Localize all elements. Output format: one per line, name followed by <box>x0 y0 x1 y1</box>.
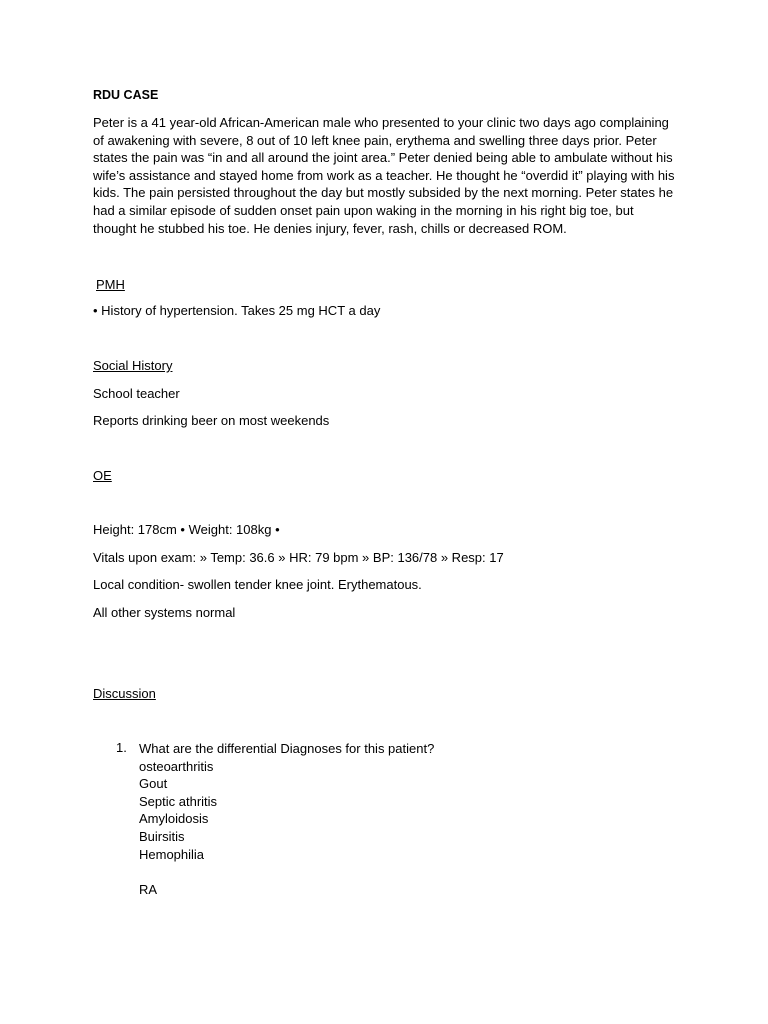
oe-local-condition: Local condition- swollen tender knee joint. Erythematous. <box>93 577 422 592</box>
answer-item: Amyloidosis <box>139 811 209 827</box>
oe-heading: OE <box>93 468 112 483</box>
question-block <box>139 740 434 898</box>
answer-item: Septic athritis <box>139 793 218 809</box>
answer-item: RA <box>139 881 158 897</box>
question-text: What are the differential Diagnoses for this patient? <box>139 741 435 756</box>
oe-measurements: Height: 178cm • Weight: 108kg • <box>93 522 280 537</box>
social-history-alcohol: Reports drinking beer on most weekends <box>93 413 330 428</box>
answer-item: Buirsitis <box>139 828 185 844</box>
answer-item: osteoarthritis <box>139 758 214 774</box>
social-history-occupation: School teacher <box>93 386 180 401</box>
discussion-heading: Discussion <box>93 686 156 701</box>
pmh-heading: PMH <box>96 277 125 292</box>
pmh-item: • History of hypertension. Takes 25 mg HCT a day <box>93 303 381 318</box>
question-number: 1. <box>116 740 127 755</box>
oe-vitals: Vitals upon exam: » Temp: 36.6 » HR: 79 bpm » BP: 136/78 » Resp: 17 <box>93 550 504 565</box>
answer-item: Gout <box>139 776 168 792</box>
case-title: RDU CASE <box>93 88 159 102</box>
case-description: Peter is a 41 year-old African-American male who presented to your clinic two days ago complaining of awakening with severe, 8 out of 10 left knee pain, erythema and swelling three days prior. Peter states the pain was “in and all around the joint area.” Peter denied being able to ambulate without his wife’s assistance and stayed home from work as a teacher. He thought he “overdid it” playing with his kids. The pain persisted throughout the day but mostly subsided by the next morning. Peter states he had a similar episode of sudden onset pain upon waking in the morning in his right big toe, but thought he stubbed his toe. He denies injury, fever, rash, chills or decreased ROM. <box>93 115 675 236</box>
social-history-heading: Social History <box>93 358 173 373</box>
blank-line <box>139 863 434 881</box>
answer-item: Hemophilia <box>139 846 205 862</box>
oe-other-systems: All other systems normal <box>93 605 236 620</box>
